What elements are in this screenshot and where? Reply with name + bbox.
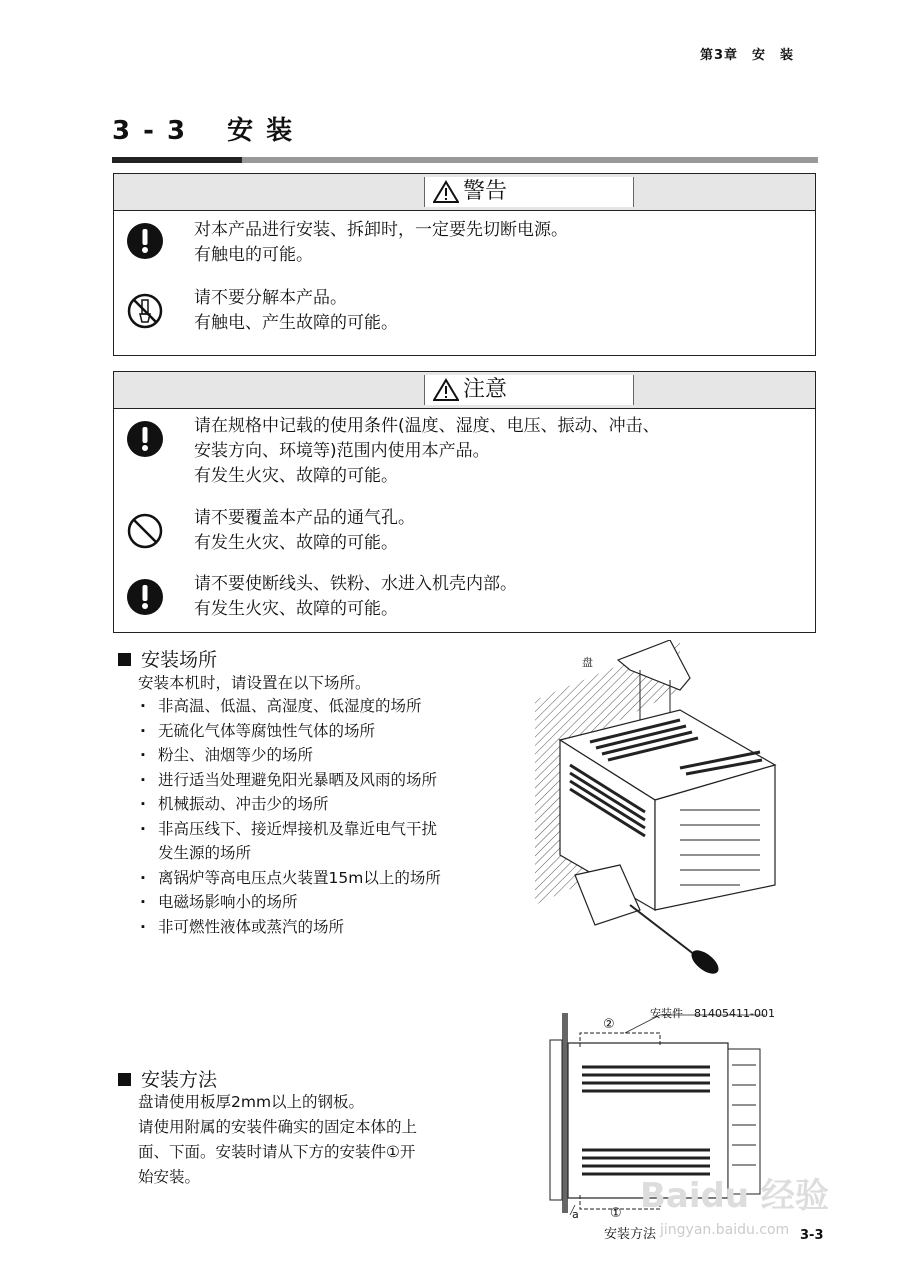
warning-triangle-icon — [433, 378, 459, 402]
caution-text-line: 请不要使断线头、铁粉、水进入机壳内部。 — [194, 574, 517, 594]
list-item: · 非高温、低温、高湿度、低湿度的场所 — [138, 694, 441, 719]
warning-text-line: 有触电、产生故障的可能。 — [194, 313, 398, 333]
method-text — [138, 1090, 417, 1190]
title-underline-light — [242, 157, 818, 163]
method-text-line: 盘请使用板厚2mm以上的钢板。 — [138, 1093, 365, 1111]
mandatory-icon — [126, 222, 164, 260]
baidu-watermark: Baidu 经验 — [640, 1176, 829, 1216]
device-installation-figure — [530, 640, 790, 980]
section-name: 安 装 — [227, 116, 295, 146]
list-item: · 粉尘、油烟等少的场所 — [138, 743, 441, 768]
method-text-line: 始安装。 — [138, 1168, 201, 1186]
caution-box-header — [114, 372, 815, 409]
mandatory-icon — [126, 420, 164, 458]
caution-item — [114, 572, 815, 628]
part-number-label: 安装件 81405411-001 — [650, 1007, 775, 1020]
caution-title — [424, 375, 634, 405]
method-text-line: 请使用附属的安装件确实的固定本体的上 — [138, 1118, 418, 1136]
square-bullet-icon — [118, 653, 131, 666]
watermark-url: jingyan.baidu.com — [660, 1222, 790, 1238]
list-item: · 电磁场影响小的场所 — [138, 890, 441, 915]
method-heading — [118, 1065, 217, 1092]
caution-text-line: 有发生火灾、故障的可能。 — [194, 599, 398, 619]
marker-a-label: a — [572, 1208, 579, 1221]
chapter-header: 第3章 安 装 — [700, 48, 795, 63]
method-heading-text: 安装方法 — [141, 1069, 218, 1091]
caution-item — [114, 506, 815, 562]
caution-title-text: 注意 — [463, 377, 508, 402]
prohibition-icon — [126, 512, 164, 550]
list-item: · 非高压线下、接近焊接机及靠近电气干扰 发生源的场所 — [138, 817, 441, 866]
page-number: 3-3 — [800, 1228, 824, 1243]
location-list — [138, 694, 441, 939]
title-underline-dark — [112, 157, 242, 163]
warning-item — [114, 218, 815, 278]
warning-item — [114, 286, 815, 346]
warning-text-line: 有触电的可能。 — [194, 245, 313, 265]
caution-text-line: 请不要覆盖本产品的通气孔。 — [194, 508, 415, 528]
caution-text-line: 有发生火灾、故障的可能。 — [194, 533, 398, 553]
figure-caption: 安装方法 — [604, 1227, 657, 1242]
method-text-line: 面、下面。安装时请从下方的安装件①开 — [138, 1143, 416, 1161]
section-title — [112, 110, 294, 147]
list-item: · 无硫化气体等腐蚀性气体的场所 — [138, 719, 441, 744]
caution-text-line: 请在规格中记载的使用条件(温度、湿度、电压、振动、冲击、 — [194, 416, 660, 436]
list-item: · 进行适当处理避免阳光暴晒及风雨的场所 — [138, 768, 441, 793]
warning-box — [113, 173, 816, 356]
location-heading — [118, 645, 217, 672]
marker-2-label: ② — [603, 1017, 615, 1032]
list-item: · 离锅炉等高电压点火装置15m以上的场所 — [138, 866, 441, 891]
section-number: 3 - 3 — [112, 116, 188, 146]
list-item: · 非可燃性液体或蒸汽的场所 — [138, 915, 441, 940]
warning-box-header — [114, 174, 815, 211]
caution-box — [113, 371, 816, 633]
square-bullet-icon — [118, 1073, 131, 1086]
warning-triangle-icon — [433, 180, 459, 204]
marker-1-label: ① — [610, 1206, 622, 1221]
location-heading-text: 安装场所 — [141, 649, 218, 671]
caution-item — [114, 414, 815, 494]
list-item: · 机械振动、冲击少的场所 — [138, 792, 441, 817]
warning-text-line: 对本产品进行安装、拆卸时，一定要先切断电源。 — [194, 220, 568, 240]
caution-text-line: 有发生火灾、故障的可能。 — [194, 466, 398, 486]
warning-text-line: 请不要分解本产品。 — [194, 288, 347, 308]
caution-text-line: 安装方向、环境等)范围内使用本产品。 — [194, 441, 490, 461]
mandatory-icon — [126, 578, 164, 616]
location-intro: 安装本机时，请设置在以下场所。 — [138, 674, 371, 692]
warning-title — [424, 177, 634, 207]
panel-label: 盘 — [582, 656, 593, 669]
no-disassembly-icon — [126, 292, 164, 330]
warning-title-text: 警告 — [463, 179, 508, 204]
